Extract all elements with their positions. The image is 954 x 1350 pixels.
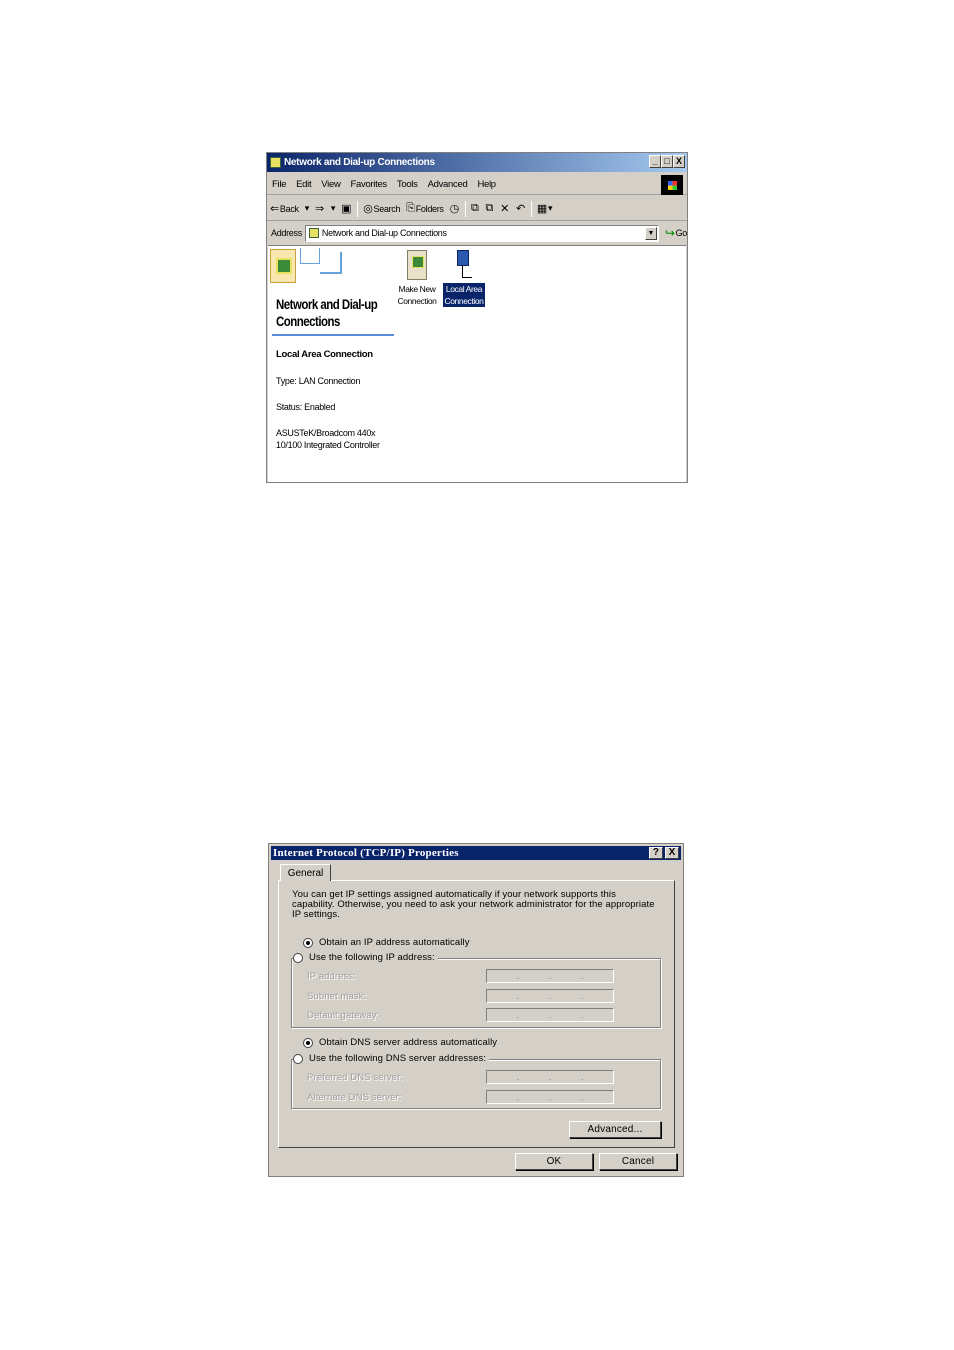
connection-name: Local Area Connection <box>276 349 373 360</box>
views-icon: ▦ <box>536 203 548 215</box>
title-divider <box>272 334 394 336</box>
address-label: Address <box>271 228 302 238</box>
toolbar-separator <box>465 201 466 217</box>
network-folder-icon <box>309 228 319 238</box>
tab-general[interactable]: General <box>280 864 331 881</box>
network-window-titlebar[interactable] <box>267 153 687 172</box>
ip-address-field[interactable]: . . . <box>486 969 614 983</box>
local-area-connection-label: Local Area Connection <box>444 284 484 306</box>
copy-to-icon: ⧉ <box>485 202 494 214</box>
new-connection-icon <box>407 250 427 280</box>
radio-selected-icon <box>303 938 313 948</box>
tcpip-properties-dialog <box>268 843 684 1177</box>
dialog-title: Internet Protocol (TCP/IP) Properties <box>273 847 459 859</box>
menu-advanced[interactable]: Advanced <box>427 179 468 190</box>
make-new-connection-item[interactable] <box>396 250 438 307</box>
back-dropdown-icon[interactable]: ▾ <box>304 203 309 213</box>
windows-logo-icon <box>661 175 683 195</box>
minimize-button[interactable]: _ <box>649 155 661 168</box>
obtain-ip-auto-radio[interactable]: Obtain an IP address automatically <box>303 937 473 948</box>
general-tab-panel <box>278 880 675 1148</box>
views-button[interactable]: ▦ ▾ <box>536 203 553 215</box>
use-following-dns-radio[interactable]: Use the following DNS server addresses: <box>293 1053 489 1064</box>
alternate-dns-label: Alternate DNS server: <box>307 1091 402 1103</box>
connection-status: Status: Enabled <box>276 402 336 412</box>
radio-unselected-icon <box>293 953 303 963</box>
history-button[interactable] <box>447 202 463 215</box>
subnet-mask-label: Subnet mask: <box>307 990 367 1002</box>
move-to-button[interactable] <box>468 202 483 215</box>
up-folder-button[interactable] <box>338 202 355 215</box>
menu-file[interactable]: File <box>272 179 287 190</box>
subnet-mask-field[interactable]: . . . <box>486 989 614 1003</box>
go-button[interactable]: ↪ Go <box>664 226 687 240</box>
dns-server-groupbox <box>291 1059 661 1109</box>
use-following-ip-radio[interactable]: Use the following IP address: <box>293 952 438 963</box>
back-button[interactable]: ⇐ Back <box>270 203 299 215</box>
history-icon: ◷ <box>449 203 459 215</box>
preferred-dns-field[interactable]: . . . <box>486 1070 614 1084</box>
ok-button[interactable]: OK <box>515 1153 593 1170</box>
search-icon: ◎ <box>363 203 373 215</box>
network-window-title: Network and Dial-up Connections <box>284 157 435 168</box>
undo-icon: ↶ <box>516 203 525 215</box>
panel-title: Network and Dial-up Connections <box>276 297 378 329</box>
copy-to-button[interactable] <box>483 202 498 215</box>
network-banner-icon <box>268 246 393 296</box>
menu-favorites[interactable]: Favorites <box>350 179 387 190</box>
folders-icon: ⎘ <box>406 202 415 214</box>
connection-adapter: ASUSTeK/Broadcom 440x 10/100 Integrated Controller <box>276 428 380 450</box>
toolbar <box>267 197 687 221</box>
address-value: Network and Dial-up Connections <box>321 228 447 238</box>
preferred-dns-label: Preferred DNS server: <box>307 1071 404 1083</box>
lan-connection-icon <box>454 250 474 280</box>
local-area-connection-item[interactable] <box>443 250 485 307</box>
radio-selected-icon <box>303 1038 313 1048</box>
move-to-icon: ⧉ <box>470 202 479 214</box>
delete-icon: ✕ <box>500 203 509 215</box>
connection-type: Type: LAN Connection <box>276 376 361 386</box>
close-button[interactable]: X <box>673 155 685 168</box>
toolbar-separator <box>357 201 358 217</box>
forward-button[interactable] <box>312 202 328 215</box>
folder-content <box>268 245 686 483</box>
make-new-connection-label: Make New Connection <box>397 284 437 306</box>
undo-button[interactable] <box>513 202 529 215</box>
toolbar-separator <box>531 201 532 217</box>
obtain-dns-auto-radio[interactable]: Obtain DNS server address automatically <box>303 1037 500 1048</box>
alternate-dns-field[interactable]: . . . <box>486 1090 614 1104</box>
menu-edit[interactable]: Edit <box>296 179 312 190</box>
connection-details <box>276 349 426 465</box>
address-input[interactable] <box>305 225 659 242</box>
intro-text: You can get IP settings assigned automatically if your network supports this capability. Otherwise, you need to ask your network administrator for the appropriate IP settings. <box>292 889 655 920</box>
up-folder-icon: ▣ <box>341 203 352 215</box>
radio-unselected-icon <box>293 1054 303 1064</box>
network-connections-window <box>266 152 688 483</box>
ip-address-label: IP address: <box>307 970 356 982</box>
advanced-button[interactable]: Advanced... <box>569 1121 661 1138</box>
cancel-button[interactable]: Cancel <box>599 1153 677 1170</box>
help-button[interactable]: ? <box>649 847 663 859</box>
ip-address-groupbox <box>291 958 661 1028</box>
maximize-button[interactable]: □ <box>661 155 673 168</box>
forward-arrow-icon: ⇒ <box>314 203 324 215</box>
back-arrow-icon: ⇐ <box>270 203 279 215</box>
address-dropdown-icon[interactable]: ▼ <box>645 227 657 240</box>
menu-help[interactable]: Help <box>477 179 496 190</box>
delete-button[interactable] <box>497 202 513 215</box>
default-gateway-label: Default gateway: <box>307 1009 380 1021</box>
go-arrow-icon: ↪ <box>664 226 675 240</box>
menu-view[interactable]: View <box>321 179 341 190</box>
dialog-close-button[interactable]: X <box>665 847 679 859</box>
network-folder-icon <box>270 157 281 168</box>
menu-bar <box>267 175 687 195</box>
folders-button[interactable]: ⎘ Folders <box>406 202 444 214</box>
dialog-titlebar[interactable] <box>271 846 681 860</box>
forward-dropdown-icon[interactable]: ▾ <box>330 203 336 213</box>
default-gateway-field[interactable]: . . . <box>486 1008 614 1022</box>
search-button[interactable]: ◎ Search <box>363 203 401 215</box>
menu-tools[interactable]: Tools <box>396 179 418 190</box>
address-bar <box>267 223 687 243</box>
